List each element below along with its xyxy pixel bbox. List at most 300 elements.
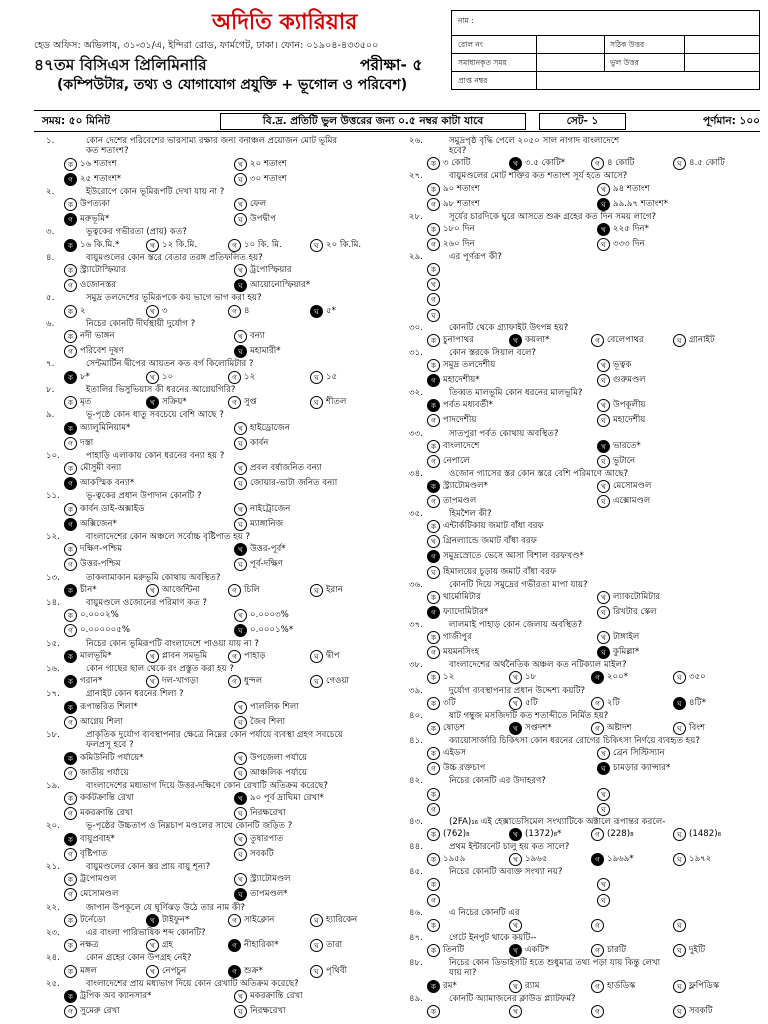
option-bubble[interactable]: ঘ (673, 944, 686, 957)
answer-option[interactable] (64, 330, 115, 343)
option-bubble[interactable]: ক (427, 334, 440, 347)
option-bubble[interactable]: ঘ (597, 606, 610, 619)
answer-option[interactable] (234, 264, 292, 277)
answer-option[interactable] (310, 675, 349, 688)
correct-option[interactable] (597, 198, 668, 211)
answer-option[interactable] (673, 980, 719, 993)
option-bubble[interactable]: ক (64, 939, 77, 952)
option-bubble[interactable]: ঘ (310, 965, 323, 978)
answer-option[interactable] (427, 495, 476, 508)
answer-option[interactable] (597, 238, 645, 251)
answer-option[interactable] (64, 792, 134, 805)
answer-option[interactable] (64, 767, 129, 780)
option-bubble[interactable]: খ (597, 878, 610, 891)
answer-option[interactable] (234, 198, 266, 211)
option-bubble[interactable]: ক (427, 263, 440, 276)
option-bubble[interactable]: খ (597, 399, 610, 412)
option-bubble[interactable]: ক (427, 788, 440, 801)
answer-option[interactable] (591, 1005, 607, 1018)
option-bubble[interactable]: ক (64, 873, 77, 886)
option-bubble[interactable]: ক (64, 305, 77, 318)
option-bubble[interactable]: খ (146, 584, 159, 597)
answer-option[interactable] (234, 1005, 286, 1018)
answer-option[interactable] (597, 455, 635, 468)
answer-option[interactable] (427, 359, 495, 372)
answer-option[interactable] (146, 305, 168, 318)
answer-option[interactable] (64, 158, 117, 171)
option-bubble[interactable]: ঘ (673, 722, 686, 735)
correct-option[interactable] (234, 624, 293, 637)
answer-option[interactable] (64, 437, 93, 450)
answer-option[interactable] (427, 223, 475, 236)
answer-option[interactable] (64, 807, 133, 820)
answer-option[interactable] (427, 828, 470, 841)
option-bubble[interactable]: ঘ (234, 716, 247, 729)
correct-option[interactable] (234, 279, 310, 292)
option-bubble[interactable]: গ (64, 518, 77, 531)
option-bubble[interactable]: ক (64, 584, 77, 597)
option-bubble[interactable]: ঘ (673, 671, 686, 684)
option-bubble[interactable]: ক (427, 183, 440, 196)
option-bubble[interactable]: ক (427, 671, 440, 684)
option-bubble[interactable]: ঘ (234, 888, 247, 901)
answer-option[interactable] (591, 722, 632, 735)
option-bubble[interactable]: ক (64, 396, 77, 409)
answer-option[interactable] (234, 173, 287, 186)
answer-option[interactable] (591, 919, 607, 932)
option-bubble[interactable]: খ (509, 1005, 522, 1018)
answer-option[interactable] (64, 873, 116, 886)
option-bubble[interactable]: গ (64, 624, 77, 637)
option-bubble[interactable]: ক (427, 747, 440, 760)
option-bubble[interactable]: খ (597, 747, 610, 760)
answer-option[interactable] (64, 279, 116, 292)
answer-option[interactable] (427, 263, 443, 276)
answer-option[interactable] (64, 503, 145, 516)
answer-option[interactable] (509, 853, 547, 866)
option-bubble[interactable]: ক (64, 158, 77, 171)
answer-option[interactable] (427, 535, 537, 548)
correct-option[interactable] (64, 752, 144, 765)
option-bubble[interactable]: গ (64, 807, 77, 820)
answer-option[interactable] (234, 873, 291, 886)
answer-option[interactable] (673, 853, 711, 866)
answer-option[interactable] (310, 239, 361, 252)
option-bubble[interactable]: গ (427, 238, 440, 251)
answer-option[interactable] (64, 939, 98, 952)
answer-option[interactable] (427, 157, 470, 170)
answer-option[interactable] (509, 1005, 525, 1018)
option-bubble[interactable]: খ (146, 965, 159, 978)
answer-option[interactable] (228, 371, 255, 384)
option-bubble[interactable]: ক (427, 697, 440, 710)
option-bubble[interactable]: ঘ (597, 894, 610, 907)
option-bubble[interactable]: গ (64, 767, 77, 780)
option-bubble[interactable]: খ (234, 422, 247, 435)
option-bubble[interactable]: খ (509, 919, 522, 932)
answer-option[interactable] (427, 919, 443, 932)
answer-option[interactable] (673, 1005, 713, 1018)
option-bubble[interactable]: ক (427, 878, 440, 891)
answer-option[interactable] (146, 939, 173, 952)
answer-option[interactable] (597, 374, 646, 387)
answer-option[interactable] (427, 722, 465, 735)
answer-option[interactable] (597, 878, 613, 891)
answer-option[interactable] (597, 359, 632, 372)
option-bubble[interactable]: ক (64, 752, 77, 765)
option-bubble[interactable]: ঘ (234, 624, 247, 637)
answer-option[interactable] (234, 503, 290, 516)
option-bubble[interactable]: গ (427, 198, 440, 211)
option-bubble[interactable]: ক (64, 330, 77, 343)
option-bubble[interactable]: খ (234, 264, 247, 277)
answer-option[interactable] (234, 990, 303, 1003)
correct-option[interactable] (427, 399, 493, 412)
option-bubble[interactable]: ক (64, 198, 77, 211)
answer-option[interactable] (146, 371, 173, 384)
answer-option[interactable] (310, 396, 346, 409)
option-bubble[interactable]: গ (228, 239, 241, 252)
option-bubble[interactable]: ঘ (597, 455, 610, 468)
answer-option[interactable] (234, 518, 283, 531)
answer-option[interactable] (228, 305, 250, 318)
correct-option[interactable] (509, 944, 549, 957)
option-bubble[interactable]: ক (64, 503, 77, 516)
answer-option[interactable] (234, 462, 322, 475)
answer-option[interactable] (597, 606, 657, 619)
answer-option[interactable] (427, 566, 556, 579)
option-bubble[interactable]: গ (228, 675, 241, 688)
option-bubble[interactable]: ঘ (673, 828, 686, 841)
option-bubble[interactable]: ক (427, 591, 440, 604)
option-bubble[interactable]: ঘ (597, 762, 610, 775)
correct-option[interactable] (427, 980, 457, 993)
option-bubble[interactable]: ক (64, 422, 77, 435)
option-bubble[interactable]: ঘ (673, 980, 686, 993)
correct-option[interactable] (427, 606, 488, 619)
answer-option[interactable] (427, 591, 481, 604)
option-bubble[interactable]: গ (64, 888, 77, 901)
answer-option[interactable] (597, 631, 639, 644)
answer-option[interactable] (509, 980, 539, 993)
answer-option[interactable] (310, 939, 342, 952)
answer-option[interactable] (64, 558, 121, 571)
option-bubble[interactable]: ক (64, 990, 77, 1003)
option-bubble[interactable]: ঘ (597, 495, 610, 508)
option-bubble[interactable]: ঘ (310, 939, 323, 952)
correct-option[interactable] (64, 213, 109, 226)
option-bubble[interactable]: খ (509, 157, 522, 170)
answer-option[interactable] (146, 239, 197, 252)
option-bubble[interactable]: ঘ (310, 650, 323, 663)
correct-option[interactable] (234, 888, 288, 901)
answer-option[interactable] (146, 965, 186, 978)
option-bubble[interactable]: গ (427, 646, 440, 659)
option-bubble[interactable]: গ (228, 396, 241, 409)
option-bubble[interactable]: গ (228, 939, 241, 952)
option-bubble[interactable]: ক (427, 722, 440, 735)
answer-option[interactable] (427, 520, 544, 533)
correct-option[interactable] (64, 173, 121, 186)
option-bubble[interactable]: খ (597, 480, 610, 493)
correct-option[interactable] (64, 833, 115, 846)
answer-option[interactable] (427, 293, 443, 306)
option-bubble[interactable]: গ (427, 894, 440, 907)
option-bubble[interactable]: গ (591, 853, 604, 866)
option-bubble[interactable]: ক (427, 944, 440, 957)
option-bubble[interactable]: ঘ (234, 848, 247, 861)
option-bubble[interactable]: খ (597, 223, 610, 236)
correct-option[interactable] (146, 396, 187, 409)
option-bubble[interactable]: খ (234, 609, 247, 622)
option-bubble[interactable]: ক (427, 1005, 440, 1018)
option-bubble[interactable]: ক (64, 264, 77, 277)
option-bubble[interactable]: ঘ (234, 558, 247, 571)
answer-option[interactable] (234, 330, 265, 343)
answer-option[interactable] (64, 264, 126, 277)
option-bubble[interactable]: ক (427, 631, 440, 644)
answer-option[interactable] (427, 1005, 443, 1018)
answer-option[interactable] (427, 646, 479, 659)
option-bubble[interactable]: খ (234, 873, 247, 886)
option-bubble[interactable]: গ (591, 919, 604, 932)
answer-option[interactable] (234, 422, 290, 435)
correct-option[interactable] (597, 223, 649, 236)
option-bubble[interactable]: খ (146, 675, 159, 688)
option-bubble[interactable]: গ (64, 716, 77, 729)
answer-option[interactable] (64, 396, 91, 409)
option-bubble[interactable]: ক (427, 359, 440, 372)
answer-option[interactable] (64, 965, 97, 978)
option-bubble[interactable]: ঘ (234, 345, 247, 358)
answer-option[interactable] (64, 609, 119, 622)
answer-option[interactable] (427, 238, 475, 251)
answer-option[interactable] (228, 396, 257, 409)
option-bubble[interactable]: খ (427, 278, 440, 291)
answer-option[interactable] (597, 183, 650, 196)
option-bubble[interactable]: গ (427, 550, 440, 563)
option-bubble[interactable]: ক (427, 520, 440, 533)
option-bubble[interactable]: গ (228, 305, 241, 318)
option-bubble[interactable]: ঘ (673, 919, 686, 932)
option-bubble[interactable]: খ (234, 503, 247, 516)
option-bubble[interactable]: ক (64, 609, 77, 622)
option-bubble[interactable]: ঘ (310, 396, 323, 409)
option-bubble[interactable]: ঘ (310, 239, 323, 252)
correct-option[interactable] (591, 671, 628, 684)
answer-option[interactable] (427, 878, 443, 891)
option-bubble[interactable]: ক (64, 650, 77, 663)
answer-option[interactable] (597, 591, 660, 604)
option-bubble[interactable]: ক (427, 480, 440, 493)
option-bubble[interactable]: খ (509, 980, 522, 993)
answer-option[interactable] (228, 914, 274, 927)
option-bubble[interactable]: গ (427, 606, 440, 619)
option-bubble[interactable]: ক (64, 543, 77, 556)
option-bubble[interactable]: ঘ (673, 697, 686, 710)
option-bubble[interactable]: ঘ (673, 853, 686, 866)
answer-option[interactable] (64, 1005, 120, 1018)
answer-option[interactable] (427, 894, 443, 907)
option-bubble[interactable]: ক (427, 399, 440, 412)
option-bubble[interactable]: খ (146, 650, 159, 663)
correct-option[interactable] (64, 650, 112, 663)
correct-option[interactable] (673, 697, 706, 710)
answer-option[interactable] (228, 584, 260, 597)
answer-option[interactable] (234, 716, 285, 729)
answer-option[interactable] (310, 650, 339, 663)
option-bubble[interactable]: গ (228, 650, 241, 663)
option-bubble[interactable]: খ (234, 462, 247, 475)
answer-option[interactable] (228, 239, 282, 252)
answer-option[interactable] (234, 848, 274, 861)
option-bubble[interactable]: ঘ (673, 334, 686, 347)
option-bubble[interactable]: গ (591, 1005, 604, 1018)
correct-option[interactable] (597, 440, 641, 453)
option-bubble[interactable]: গ (64, 345, 77, 358)
answer-option[interactable] (591, 697, 620, 710)
answer-option[interactable] (591, 980, 635, 993)
option-bubble[interactable]: গ (64, 477, 77, 490)
option-bubble[interactable]: খ (234, 990, 247, 1003)
option-bubble[interactable]: ক (64, 462, 77, 475)
answer-option[interactable] (234, 558, 283, 571)
option-bubble[interactable]: ক (427, 980, 440, 993)
option-bubble[interactable]: ঘ (234, 279, 247, 292)
correct-option[interactable] (64, 990, 151, 1003)
answer-option[interactable] (597, 399, 645, 412)
option-bubble[interactable]: খ (597, 440, 610, 453)
answer-option[interactable] (427, 944, 464, 957)
answer-option[interactable] (427, 853, 465, 866)
answer-option[interactable] (509, 671, 536, 684)
option-bubble[interactable]: ক (64, 792, 77, 805)
answer-option[interactable] (673, 828, 721, 841)
correct-option[interactable] (64, 239, 119, 252)
option-bubble[interactable]: খ (509, 697, 522, 710)
answer-option[interactable] (64, 198, 110, 211)
answer-option[interactable] (509, 919, 525, 932)
answer-option[interactable] (509, 697, 538, 710)
answer-option[interactable] (427, 183, 480, 196)
option-bubble[interactable]: গ (427, 293, 440, 306)
option-bubble[interactable]: গ (64, 213, 77, 226)
option-bubble[interactable]: ঘ (234, 518, 247, 531)
option-bubble[interactable]: খ (234, 198, 247, 211)
option-bubble[interactable]: ক (64, 675, 77, 688)
option-bubble[interactable]: খ (597, 591, 610, 604)
correct-option[interactable] (509, 828, 561, 841)
answer-option[interactable] (427, 278, 443, 291)
answer-option[interactable] (427, 762, 485, 775)
option-bubble[interactable]: খ (146, 939, 159, 952)
option-bubble[interactable]: ঘ (310, 584, 323, 597)
correct-option[interactable] (64, 518, 117, 531)
answer-option[interactable] (427, 697, 456, 710)
answer-option[interactable] (64, 345, 124, 358)
option-bubble[interactable]: ক (427, 828, 440, 841)
option-bubble[interactable]: গ (427, 762, 440, 775)
correct-option[interactable] (509, 157, 565, 170)
option-bubble[interactable]: গ (64, 437, 77, 450)
answer-option[interactable] (64, 848, 107, 861)
correct-option[interactable] (597, 762, 670, 775)
answer-option[interactable] (673, 671, 706, 684)
correct-option[interactable] (234, 792, 324, 805)
correct-option[interactable] (509, 334, 549, 347)
option-bubble[interactable]: গ (427, 495, 440, 508)
option-bubble[interactable]: ক (64, 701, 77, 714)
answer-option[interactable] (234, 752, 307, 765)
answer-option[interactable] (427, 455, 470, 468)
answer-option[interactable] (64, 624, 130, 637)
option-bubble[interactable]: ঘ (673, 1005, 686, 1018)
answer-option[interactable] (427, 747, 466, 760)
correct-option[interactable] (228, 939, 279, 952)
option-bubble[interactable]: গ (64, 558, 77, 571)
option-bubble[interactable]: খ (146, 305, 159, 318)
option-bubble[interactable]: খ (234, 833, 247, 846)
answer-option[interactable] (673, 919, 689, 932)
option-bubble[interactable]: ক (427, 440, 440, 453)
option-bubble[interactable]: ঘ (234, 173, 247, 186)
correct-option[interactable] (591, 853, 634, 866)
answer-option[interactable] (234, 807, 286, 820)
correct-option[interactable] (64, 701, 138, 714)
option-bubble[interactable]: গ (591, 334, 604, 347)
correct-option[interactable] (64, 422, 130, 435)
answer-option[interactable] (597, 414, 645, 427)
option-bubble[interactable]: গ (228, 914, 241, 927)
correct-option[interactable] (228, 965, 263, 978)
option-bubble[interactable]: গ (228, 965, 241, 978)
option-bubble[interactable]: ক (427, 853, 440, 866)
correct-option[interactable] (146, 914, 189, 927)
option-bubble[interactable]: ঘ (597, 374, 610, 387)
option-bubble[interactable]: খ (597, 788, 610, 801)
option-bubble[interactable]: ক (427, 223, 440, 236)
option-bubble[interactable]: ঘ (597, 238, 610, 251)
option-bubble[interactable]: গ (591, 722, 604, 735)
option-bubble[interactable]: ঘ (234, 437, 247, 450)
option-bubble[interactable]: ঘ (234, 767, 247, 780)
option-bubble[interactable]: ক (64, 833, 77, 846)
answer-option[interactable] (597, 788, 613, 801)
option-bubble[interactable]: ঘ (597, 803, 610, 816)
answer-option[interactable] (427, 414, 476, 427)
answer-option[interactable] (427, 309, 443, 322)
answer-option[interactable] (310, 371, 337, 384)
option-bubble[interactable]: গ (427, 374, 440, 387)
answer-option[interactable] (310, 965, 347, 978)
option-bubble[interactable]: গ (64, 173, 77, 186)
option-bubble[interactable]: গ (591, 697, 604, 710)
option-bubble[interactable]: গ (64, 279, 77, 292)
option-bubble[interactable]: ঘ (673, 157, 686, 170)
option-bubble[interactable]: খ (234, 543, 247, 556)
correct-option[interactable] (234, 543, 286, 556)
option-bubble[interactable]: খ (509, 671, 522, 684)
answer-option[interactable] (234, 833, 283, 846)
answer-option[interactable] (234, 477, 337, 490)
answer-option[interactable] (64, 462, 121, 475)
answer-option[interactable] (591, 157, 634, 170)
answer-option[interactable] (234, 767, 307, 780)
answer-option[interactable] (310, 914, 357, 927)
answer-option[interactable] (234, 213, 276, 226)
answer-option[interactable] (591, 828, 634, 841)
option-bubble[interactable]: খ (509, 828, 522, 841)
